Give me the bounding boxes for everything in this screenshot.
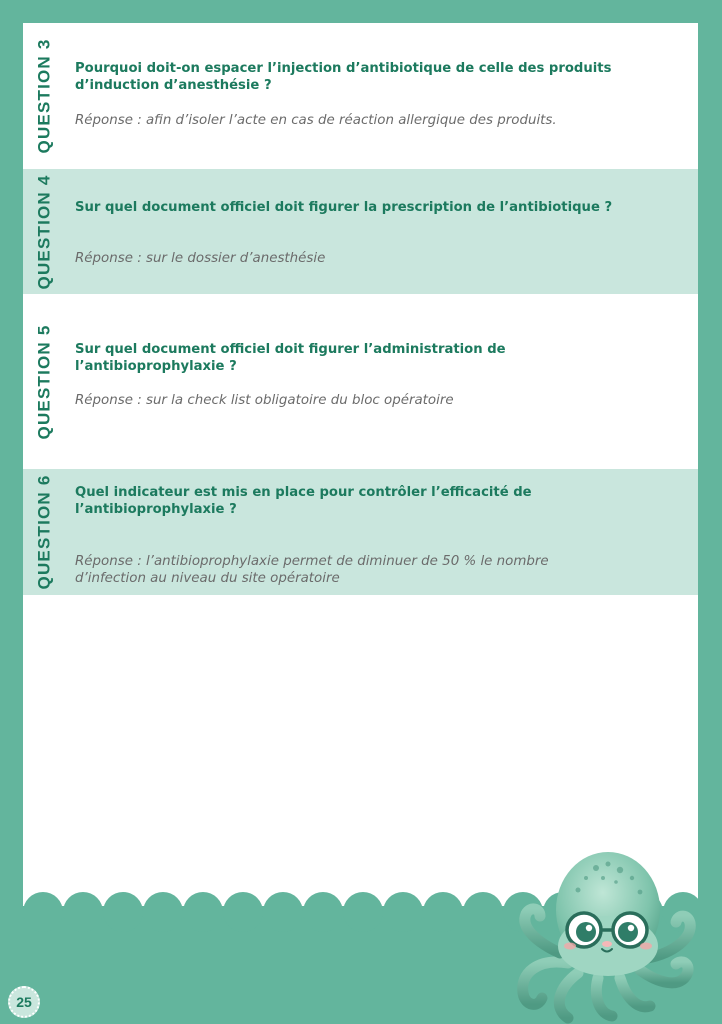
question-label: QUESTION 5 [34, 324, 53, 439]
question-text: Sur quel document officiel doit figurer l’administration de l’antibioprophylaxie ? [75, 342, 506, 374]
question-label: QUESTION 4 [34, 174, 53, 289]
answer-text: Réponse : afin d’isoler l’acte en cas de réaction allergique des produits. [75, 113, 557, 128]
question-text: Pourquoi doit-on espacer l’injection d’antibiotique de celle des produits d’induction d’anesthésie ? [75, 61, 612, 93]
question-label: QUESTION 3 [34, 38, 53, 154]
question-block-6 [23, 469, 698, 595]
question-text: Quel indicateur est mis en place pour contrôler l’efficacité de l’antibioprophylaxie ? [75, 485, 532, 517]
answer-text: Réponse : sur le dossier d’anesthésie [75, 251, 326, 266]
question-block-3 [23, 23, 698, 169]
octopus-icon [508, 848, 708, 1024]
question-sheet [23, 23, 698, 943]
answer-text: Réponse : sur la check list obligatoire du bloc opératoire [75, 393, 454, 408]
page-number-badge: 25 [8, 986, 40, 1018]
question-text: Sur quel document officiel doit figurer la prescription de l’antibiotique ? [75, 200, 613, 215]
answer-text: Réponse : l’antibioprophylaxie permet de diminuer de 50 % le nombre d’infection au niveau du site opératoire [75, 554, 549, 586]
question-block-5 [23, 294, 698, 469]
question-label: QUESTION 6 [34, 474, 53, 590]
question-block-4 [23, 169, 698, 294]
